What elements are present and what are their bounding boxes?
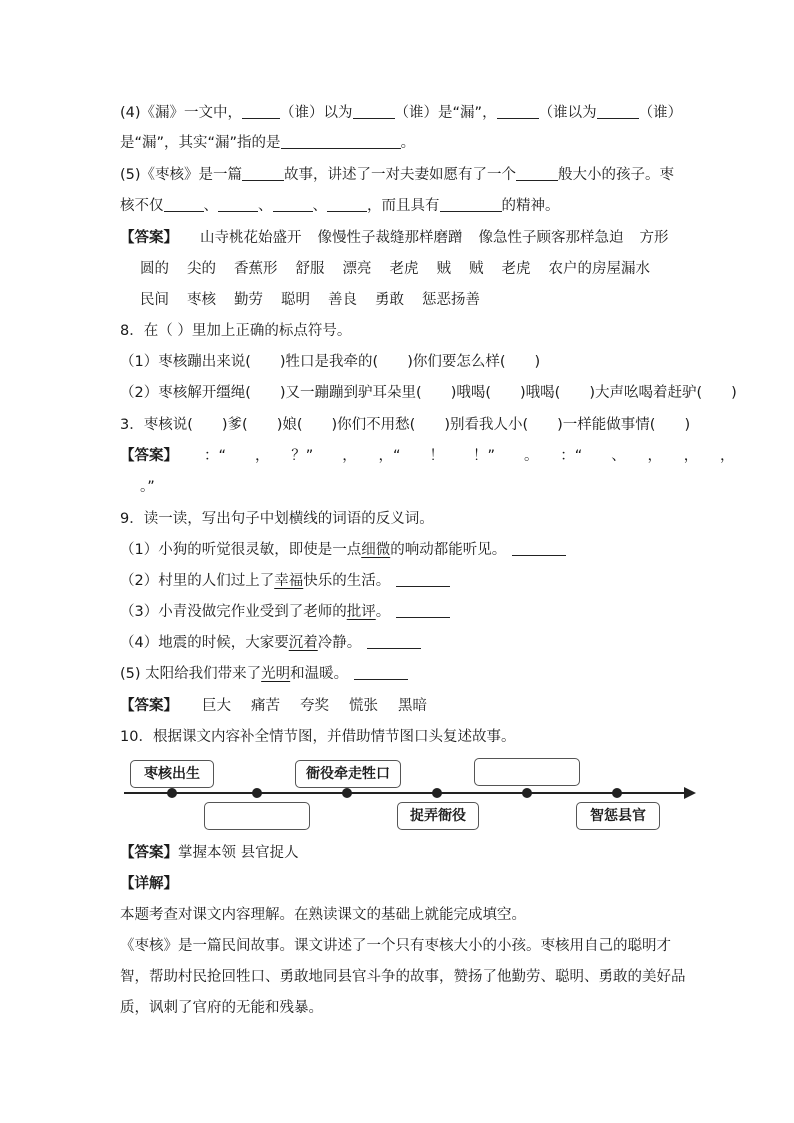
answer-word: 圆的 bbox=[140, 261, 169, 277]
timeline-box-4: 捉弄衙役 bbox=[397, 802, 479, 830]
timeline-box-5-empty bbox=[474, 758, 580, 786]
q8-title: 8．在（ ）里加上正确的标点符号。 bbox=[120, 323, 352, 339]
answer-blank bbox=[327, 197, 367, 212]
q7-answer-line-1 bbox=[120, 228, 684, 248]
q10-detail-line-3: 智，帮助村民抢回牲口、勇敢地同县官斗争的故事，赞扬了他勤劳、聪明、勇敢的美好品 bbox=[120, 969, 686, 985]
timeline-box-3: 衙役牵走牲口 bbox=[295, 760, 401, 788]
answer-blank bbox=[353, 104, 395, 119]
answer-word: 巨大 bbox=[202, 698, 231, 714]
q10-title: 10．根据课文内容补全情节图，并借助情节图口头复述故事。 bbox=[120, 729, 516, 745]
answer-label: 【答案】 bbox=[120, 845, 178, 861]
underlined-word: 光明 bbox=[261, 666, 291, 682]
answer-word: 老虎 bbox=[501, 261, 531, 277]
answer-word: 黑暗 bbox=[398, 698, 427, 714]
arrow-right-icon bbox=[684, 787, 696, 799]
q9-item-2: （2）村里的人们过上了幸福快乐的生活。 bbox=[120, 571, 684, 591]
answer-blank bbox=[164, 197, 204, 212]
answer-blank bbox=[367, 634, 421, 649]
answer-punctuation: ：“ ， ？” ， ，“ ！ ！” 。 ：“ 、 ， ， ， bbox=[204, 448, 735, 464]
answer-word: 慌张 bbox=[349, 698, 378, 714]
q8-item-2: （2）枣核解开缰绳( )又一蹦蹦到驴耳朵里( )哦喝( )哦喝( )大声吆喝着赶驴( ) bbox=[120, 385, 737, 401]
q10-detail-line-1: 本题考查对课文内容理解。在熟读课文的基础上就能完成填空。 bbox=[120, 907, 526, 923]
q9-answer bbox=[120, 696, 684, 716]
answer-label: 【答案】 bbox=[120, 448, 178, 464]
timeline-axis bbox=[124, 792, 686, 794]
underlined-word: 幸福 bbox=[274, 573, 304, 589]
answer-blank bbox=[242, 166, 284, 181]
q9-item-5: (5) 太阳给我们带来了光明和温暖。 bbox=[120, 664, 684, 684]
answer-word: 勇敢 bbox=[375, 292, 404, 308]
answer-word: 惩恶扬善 bbox=[422, 292, 480, 308]
answer-word: 痛苦 bbox=[251, 698, 280, 714]
answer-text: 掌握本领 县官捉人 bbox=[178, 845, 299, 861]
answer-word: 夸奖 bbox=[300, 698, 329, 714]
answer-blank bbox=[242, 104, 280, 119]
q9-title: 9．读一读，写出句子中划横线的词语的反义词。 bbox=[120, 511, 434, 527]
timeline-box-2-empty bbox=[204, 802, 310, 830]
answer-blank bbox=[273, 197, 313, 212]
timeline-dot bbox=[167, 788, 177, 798]
underlined-word: 批评 bbox=[346, 604, 376, 620]
answer-blank bbox=[354, 665, 408, 680]
q10-answer bbox=[120, 843, 684, 863]
q7-item-5-cont: 核不仅 、 、 、 ，而且具有 的精神。 bbox=[120, 198, 560, 214]
q7-item-5: (5)《枣核》是一篇 故事，讲述了一对夫妻如愿有了一个 般大小的孩子。枣 bbox=[120, 167, 675, 183]
answer-word: 山寺桃花始盛开 bbox=[200, 230, 302, 246]
timeline-box-6: 智惩县官 bbox=[576, 802, 660, 830]
answer-blank bbox=[218, 197, 258, 212]
answer-blank bbox=[497, 104, 539, 119]
timeline-dot bbox=[522, 788, 532, 798]
q9-item-1: （1）小狗的听觉很灵敏，即使是一点细微的响动都能听见。 bbox=[120, 540, 684, 560]
q8-answer bbox=[120, 446, 735, 466]
answer-word: 老虎 bbox=[389, 261, 419, 277]
q7-answer-line-2 bbox=[140, 259, 684, 279]
answer-word: 香蕉形 bbox=[234, 261, 278, 277]
answer-word: 聪明 bbox=[281, 292, 310, 308]
underlined-word: 细微 bbox=[361, 542, 391, 558]
q7-item-4-cont: 是“漏”，其实“漏”指的是 。 bbox=[120, 135, 416, 151]
answer-blank bbox=[281, 134, 401, 149]
answer-blank bbox=[440, 197, 502, 212]
answer-blank bbox=[396, 572, 450, 587]
answer-blank bbox=[396, 603, 450, 618]
answer-word: 舒服 bbox=[295, 261, 325, 277]
answer-word: 勤劳 bbox=[234, 292, 263, 308]
answer-word: 尖的 bbox=[187, 261, 216, 277]
answer-word: 像急性子顾客那样急迫 bbox=[478, 230, 624, 246]
q10-detail-line-4: 质，讽刺了官府的无能和残暴。 bbox=[120, 1000, 323, 1016]
answer-word: 贼 bbox=[436, 261, 451, 277]
answer-blank bbox=[512, 541, 566, 556]
q7-answer-line-3 bbox=[140, 290, 684, 310]
q9-item-4: （4）地震的时候，大家要沉着冷静。 bbox=[120, 633, 684, 653]
q10-detail-label: 【详解】 bbox=[120, 876, 178, 892]
answer-label: 【答案】 bbox=[120, 230, 178, 246]
answer-word: 民间 bbox=[140, 292, 169, 308]
answer-word: 枣核 bbox=[187, 292, 216, 308]
q8-item-1: （1）枣核蹦出来说( )牲口是我牵的( )你们要怎么样( ) bbox=[120, 354, 541, 370]
answer-word: 贼 bbox=[469, 261, 484, 277]
timeline-dot bbox=[432, 788, 442, 798]
answer-label: 【答案】 bbox=[120, 698, 178, 714]
answer-word: 方形 bbox=[639, 230, 669, 246]
answer-word: 农户的房屋漏水 bbox=[548, 261, 650, 277]
q7-item-4: (4)《漏》一文中， （谁）以为 （谁）是“漏”， （谁以为 （谁） bbox=[120, 105, 683, 121]
timeline-dot bbox=[252, 788, 262, 798]
answer-word: 漂亮 bbox=[342, 261, 372, 277]
answer-word: 像慢性子裁缝那样磨蹭 bbox=[317, 230, 463, 246]
timeline-box-1: 枣核出生 bbox=[130, 760, 214, 788]
answer-word: 善良 bbox=[328, 292, 357, 308]
q8-item-3: 3．枣核说( )爹( )娘( )你们不用愁( )别看我人小( )一样能做事情( ) bbox=[120, 417, 691, 433]
timeline-dot bbox=[612, 788, 622, 798]
underlined-word: 沉着 bbox=[288, 635, 318, 651]
q8-answer-cont: 。” bbox=[140, 479, 155, 495]
answer-blank bbox=[597, 104, 639, 119]
q9-item-3: （3）小青没做完作业受到了老师的批评。 bbox=[120, 602, 684, 622]
q10-detail-line-2: 《枣核》是一篇民间故事。课文讲述了一个只有枣核大小的小孩。枣核用自己的聪明才 bbox=[120, 938, 671, 954]
answer-blank bbox=[516, 166, 558, 181]
plot-timeline-diagram bbox=[120, 750, 700, 840]
timeline-dot bbox=[342, 788, 352, 798]
